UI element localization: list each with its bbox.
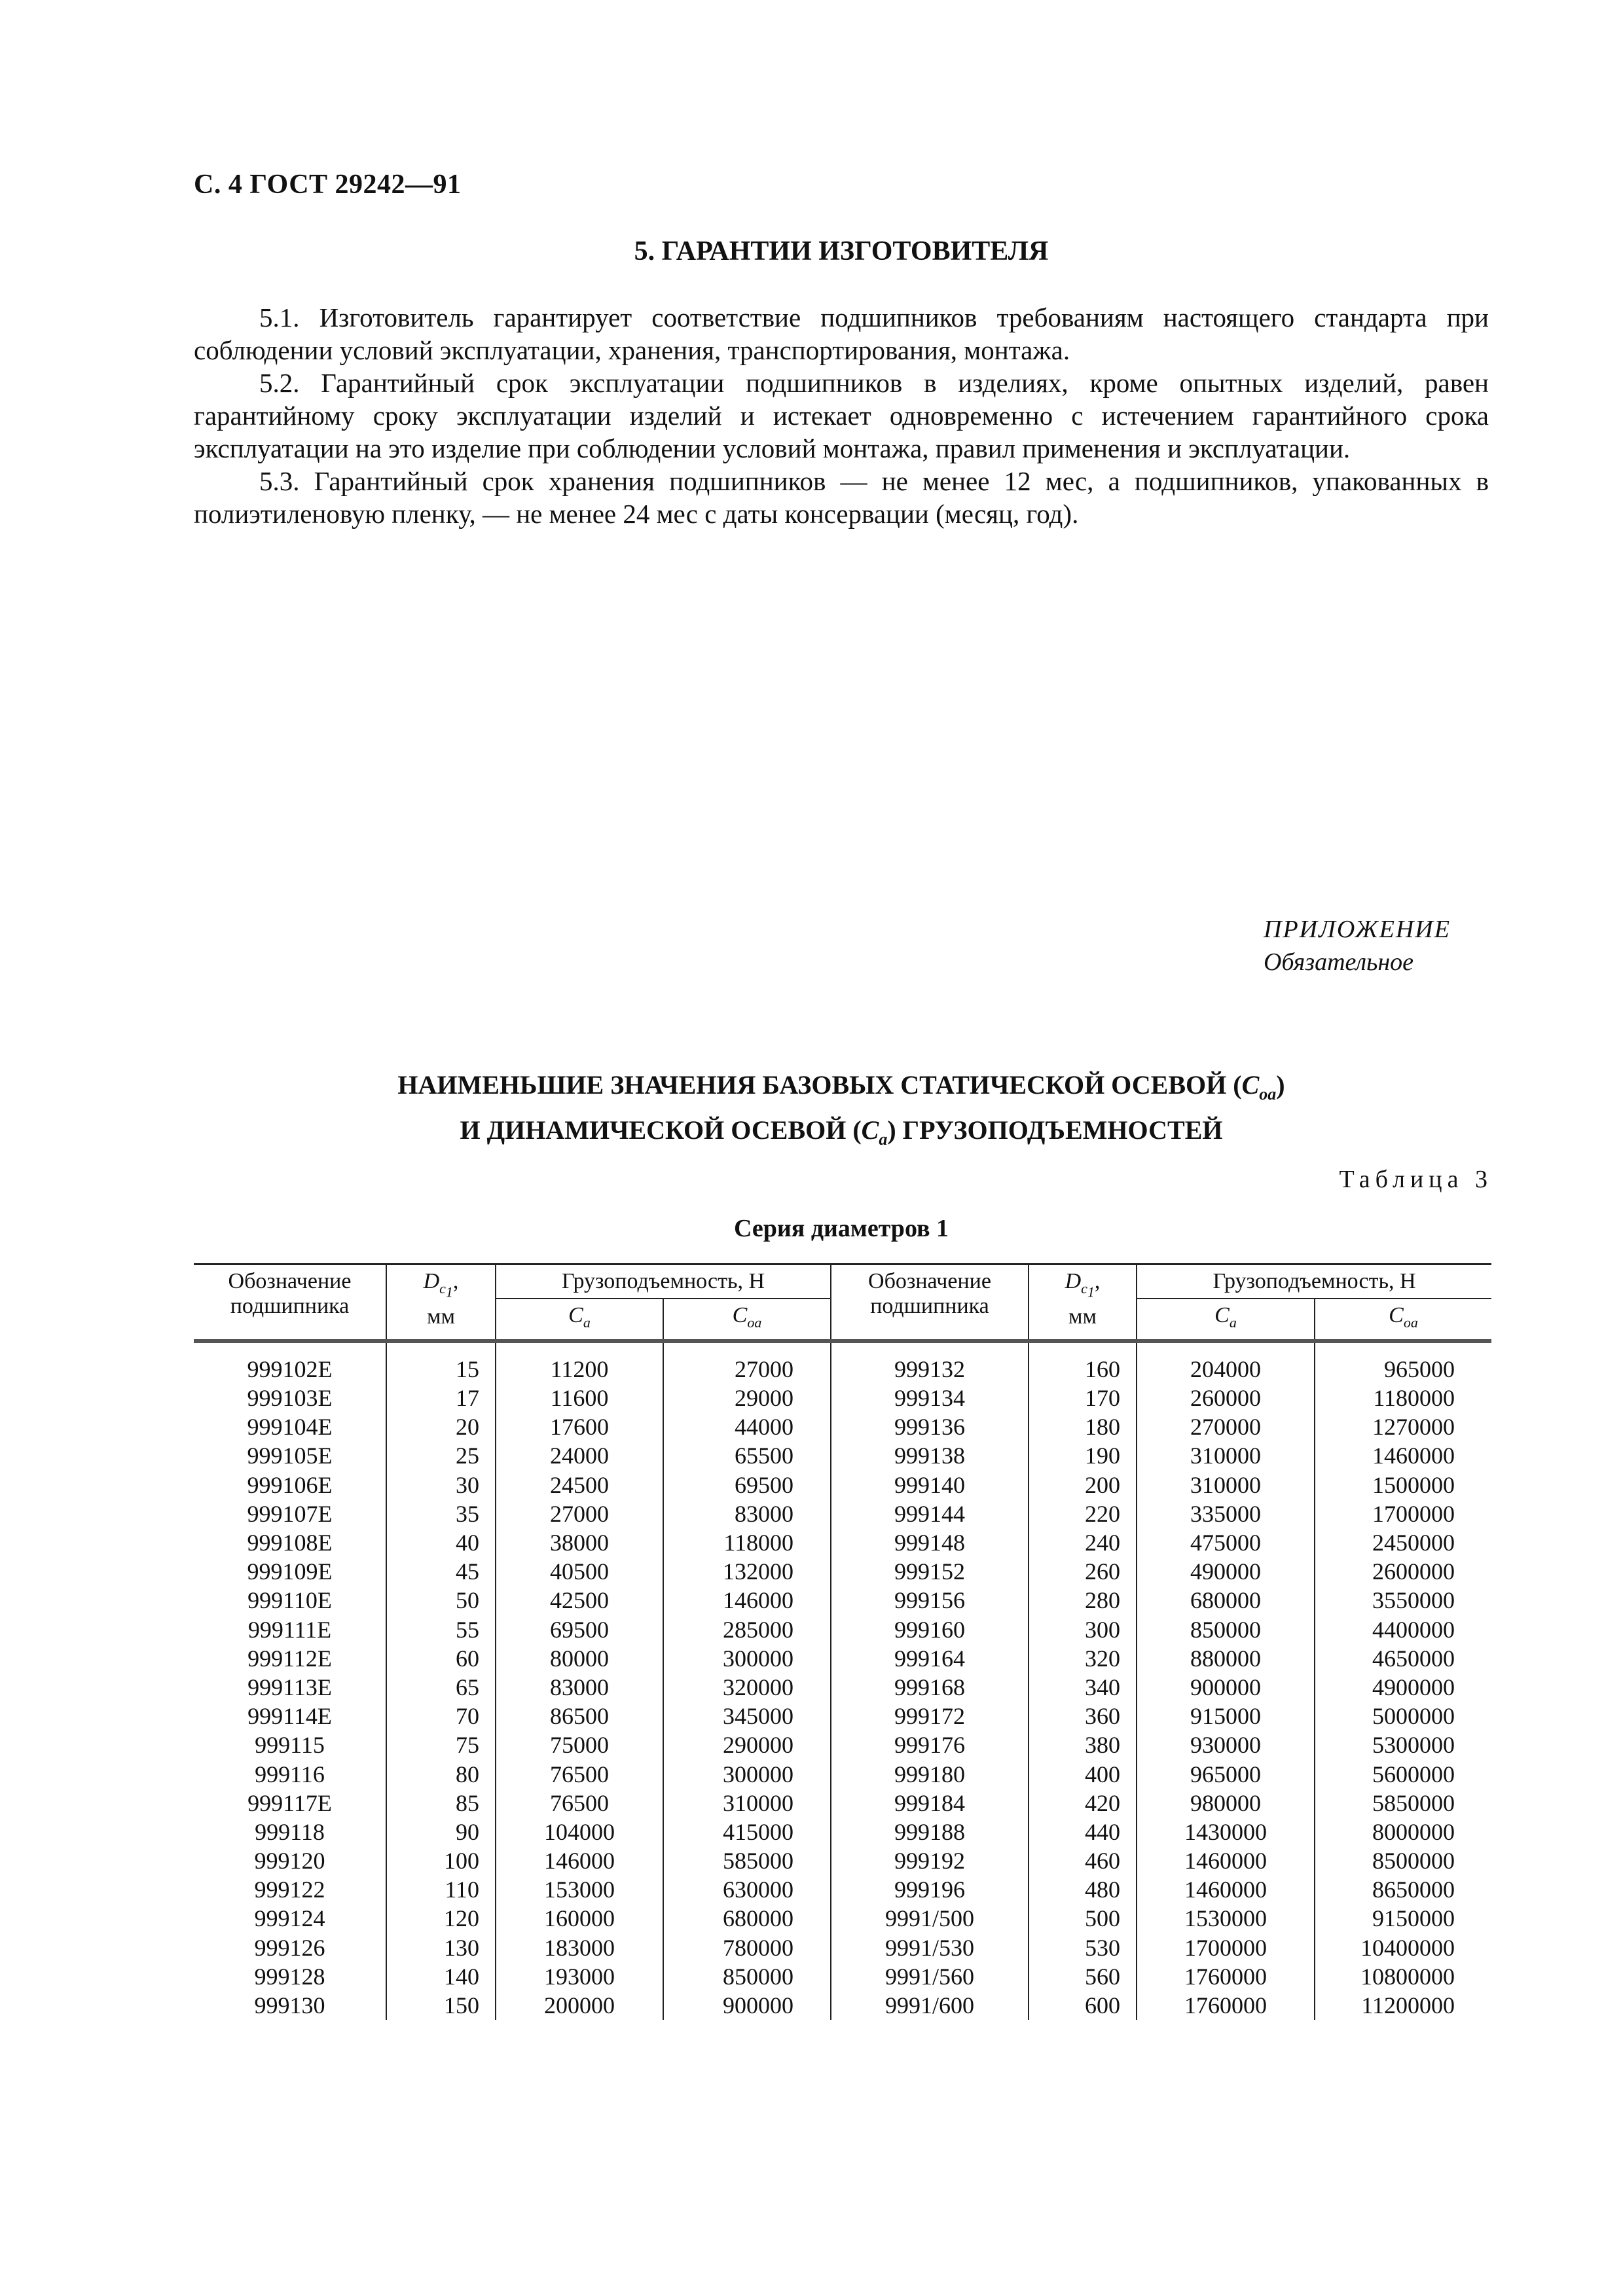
cell-dc: 140	[386, 1962, 496, 1991]
cell-ca: 204000	[1137, 1341, 1315, 1384]
cell-ca: 183000	[496, 1933, 663, 1962]
cell-coa: 5600000	[1315, 1759, 1491, 1788]
cell-ca: 11200	[496, 1341, 663, 1384]
paragraph-5-3: 5.3. Гарантийный срок хранения подшипников — не менее 12 мес, а подшипников, упакованных в полиэтиленовую пленку, — не менее 24 мес с даты консервации (месяц, год).	[194, 466, 1489, 529]
table-row	[194, 1962, 1491, 1991]
cell-dc: 170	[1029, 1384, 1137, 1412]
cell-dc: 500	[1029, 1904, 1137, 1933]
cell-ca: 27000	[496, 1499, 663, 1528]
cell-coa: 65500	[663, 1441, 831, 1470]
cell-designation: 999120	[254, 1848, 325, 1874]
cell-coa: 44000	[663, 1412, 831, 1441]
cell-coa: 320000	[663, 1673, 831, 1702]
cell-dc: 30	[386, 1471, 496, 1499]
cell-designation: 999118	[255, 1818, 325, 1845]
cell-coa: 1270000	[1315, 1412, 1491, 1441]
cell-dc: 130	[386, 1933, 496, 1962]
cell-designation: 999106E	[247, 1471, 333, 1498]
cell-ca: 310000	[1137, 1441, 1315, 1470]
cell-coa: 780000	[663, 1933, 831, 1962]
cell-designation: 999168	[831, 1673, 1029, 1702]
col-dc-right: $D_{c_1}$, мм	[1029, 1265, 1137, 1341]
cell-designation: 999188	[831, 1818, 1029, 1846]
cell-ca: 270000	[1137, 1412, 1315, 1441]
cell-designation: 999148	[831, 1528, 1029, 1557]
cell-coa: 300000	[663, 1759, 831, 1788]
cell-ca: 193000	[496, 1962, 663, 1991]
cell-ca: 153000	[496, 1875, 663, 1904]
cell-dc: 260	[1029, 1557, 1137, 1586]
table-row	[194, 1528, 1491, 1557]
cell-coa: 290000	[663, 1731, 831, 1759]
cell-coa: 415000	[663, 1818, 831, 1846]
cell-coa: 8000000	[1315, 1818, 1491, 1846]
cell-coa: 1460000	[1315, 1441, 1491, 1470]
cell-ca: 1700000	[1137, 1933, 1315, 1962]
cell-coa: 9150000	[1315, 1904, 1491, 1933]
cell-ca: 475000	[1137, 1528, 1315, 1557]
appendix-status: Обязательное	[1264, 948, 1414, 976]
cell-ca: 980000	[1137, 1789, 1315, 1818]
cell-dc: 150	[386, 1991, 496, 2020]
cell-designation: 999122	[254, 1876, 325, 1903]
cell-designation: 999134	[831, 1384, 1029, 1412]
cell-ca: 42500	[496, 1586, 663, 1615]
cell-coa: 69500	[663, 1471, 831, 1499]
cell-dc: 240	[1029, 1528, 1137, 1557]
table-row	[194, 1789, 1491, 1818]
cell-dc: 40	[386, 1528, 496, 1557]
cell-designation: 9991/600	[831, 1991, 1029, 2020]
cell-designation: 9991/530	[831, 1933, 1029, 1962]
cell-dc: 180	[1029, 1412, 1137, 1441]
table-row	[194, 1991, 1491, 2020]
load-capacity-table	[194, 1263, 1491, 2020]
table-row	[194, 1471, 1491, 1499]
cell-dc: 560	[1029, 1962, 1137, 1991]
col-ca-left: $C_a$	[496, 1299, 663, 1341]
col-coa-right: $C_{oa}$	[1315, 1299, 1491, 1341]
cell-designation: 9991/560	[831, 1962, 1029, 1991]
cell-designation: 999164	[831, 1644, 1029, 1673]
cell-designation: 999103E	[247, 1385, 333, 1412]
cell-coa: 4900000	[1315, 1673, 1491, 1702]
cell-coa: 10400000	[1315, 1933, 1491, 1962]
cell-dc: 440	[1029, 1818, 1137, 1846]
cell-ca: 1530000	[1137, 1904, 1315, 1933]
table-row	[194, 1615, 1491, 1643]
cell-ca: 17600	[496, 1412, 663, 1441]
cell-designation: 999160	[831, 1615, 1029, 1643]
table-row	[194, 1933, 1491, 1962]
cell-dc: 460	[1029, 1846, 1137, 1875]
appendix-title: ПРИЛОЖЕНИЕ	[1264, 916, 1451, 943]
cell-designation: 999144	[831, 1499, 1029, 1528]
col-designation-left: Обозначение подшипника	[194, 1265, 386, 1341]
cell-coa: 4650000	[1315, 1644, 1491, 1673]
cell-ca: 1760000	[1137, 1962, 1315, 1991]
cell-designation: 999107E	[247, 1500, 333, 1527]
table-header-row	[194, 1265, 1491, 1299]
cell-coa: 630000	[663, 1875, 831, 1904]
cell-coa: 132000	[663, 1557, 831, 1586]
cell-designation: 999180	[831, 1759, 1029, 1788]
cell-ca: 69500	[496, 1615, 663, 1643]
paragraph-5-1: 5.1. Изготовитель гарантирует соответствие подшипников требованиям настоящего стандарта при соблюдении условий эксплуатации, хранения, транспортирования, монтажа.	[194, 302, 1489, 365]
cell-ca: 310000	[1137, 1471, 1315, 1499]
table-title-line-1: НАИМЕНЬШИЕ ЗНАЧЕНИЯ БАЗОВЫХ СТАТИЧЕСКОЙ ОСЕВОЙ $(C_{oa})$	[397, 1070, 1285, 1103]
cell-ca: 80000	[496, 1644, 663, 1673]
cell-ca: 850000	[1137, 1615, 1315, 1643]
cell-dc: 25	[386, 1441, 496, 1470]
cell-coa: 83000	[663, 1499, 831, 1528]
table-row	[194, 1557, 1491, 1586]
cell-coa: 850000	[663, 1962, 831, 1991]
table-title	[194, 1067, 1489, 1157]
cell-dc: 420	[1029, 1789, 1137, 1818]
cell-dc: 400	[1029, 1759, 1137, 1788]
cell-ca: 86500	[496, 1702, 663, 1731]
cell-dc: 75	[386, 1731, 496, 1759]
table-row	[194, 1673, 1491, 1702]
table-row	[194, 1846, 1491, 1875]
cell-designation: 999156	[831, 1586, 1029, 1615]
cell-designation: 999111E	[247, 1616, 332, 1643]
cell-dc: 35	[386, 1499, 496, 1528]
cell-designation: 999102E	[247, 1355, 333, 1382]
cell-coa: 4400000	[1315, 1615, 1491, 1643]
cell-dc: 45	[386, 1557, 496, 1586]
table-row	[194, 1441, 1491, 1470]
cell-designation: 999172	[831, 1702, 1029, 1731]
cell-designation: 999124	[254, 1905, 325, 1932]
cell-designation: 999110E	[247, 1587, 332, 1614]
cell-designation: 999130	[254, 1992, 325, 2019]
cell-coa: 5300000	[1315, 1731, 1491, 1759]
cell-ca: 1430000	[1137, 1818, 1315, 1846]
col-capacity-right: Грузоподъемность, Н	[1137, 1265, 1491, 1299]
table-row	[194, 1384, 1491, 1412]
section-title: 5. ГАРАНТИИ ИЗГОТОВИТЕЛЯ	[634, 236, 1049, 266]
cell-coa: 5000000	[1315, 1702, 1491, 1731]
table-row	[194, 1731, 1491, 1759]
cell-designation: 999140	[831, 1471, 1029, 1499]
cell-designation: 999136	[831, 1412, 1029, 1441]
cell-dc: 380	[1029, 1731, 1137, 1759]
cell-coa: 11200000	[1315, 1991, 1491, 2020]
cell-dc: 80	[386, 1759, 496, 1788]
cell-coa: 8650000	[1315, 1875, 1491, 1904]
cell-designation: 999112E	[247, 1645, 332, 1672]
cell-ca: 24500	[496, 1471, 663, 1499]
table-row	[194, 1412, 1491, 1441]
cell-dc: 85	[386, 1789, 496, 1818]
cell-ca: 1460000	[1137, 1875, 1315, 1904]
cell-coa: 2600000	[1315, 1557, 1491, 1586]
cell-ca: 900000	[1137, 1673, 1315, 1702]
cell-coa: 965000	[1315, 1341, 1491, 1384]
cell-ca: 75000	[496, 1731, 663, 1759]
cell-ca: 38000	[496, 1528, 663, 1557]
cell-dc: 300	[1029, 1615, 1137, 1643]
table-number: Таблица 3	[1339, 1166, 1493, 1193]
cell-coa: 118000	[663, 1528, 831, 1557]
cell-dc: 60	[386, 1644, 496, 1673]
col-coa-left: $C_{oa}$	[663, 1299, 831, 1341]
cell-coa: 5850000	[1315, 1789, 1491, 1818]
cell-ca: 1460000	[1137, 1846, 1315, 1875]
cell-dc: 320	[1029, 1644, 1137, 1673]
table-row	[194, 1644, 1491, 1673]
cell-coa: 1500000	[1315, 1471, 1491, 1499]
table-row	[194, 1499, 1491, 1528]
cell-ca: 146000	[496, 1846, 663, 1875]
cell-ca: 680000	[1137, 1586, 1315, 1615]
cell-designation: 999192	[831, 1846, 1029, 1875]
cell-dc: 360	[1029, 1702, 1137, 1731]
cell-designation: 999196	[831, 1875, 1029, 1904]
table-row	[194, 1702, 1491, 1731]
cell-dc: 55	[386, 1615, 496, 1643]
col-designation-right: Обозначение подшипника	[831, 1265, 1029, 1341]
cell-designation: 999184	[831, 1789, 1029, 1818]
cell-coa: 146000	[663, 1586, 831, 1615]
cell-designation: 9991/500	[831, 1904, 1029, 1933]
cell-designation: 999104E	[247, 1414, 333, 1441]
cell-ca: 260000	[1137, 1384, 1315, 1412]
cell-designation: 999138	[831, 1441, 1029, 1470]
cell-designation: 999128	[254, 1963, 325, 1990]
cell-ca: 965000	[1137, 1759, 1315, 1788]
cell-coa: 10800000	[1315, 1962, 1491, 1991]
cell-coa: 2450000	[1315, 1528, 1491, 1557]
cell-ca: 915000	[1137, 1702, 1315, 1731]
table-row	[194, 1818, 1491, 1846]
paragraph-5-2: 5.2. Гарантийный срок эксплуатации подшипников в изделиях, кроме опытных изделий, равен гарантийному сроку эксплуатации изделий и истекает одновременно с истечением гарантийного срока эксплуатации на это изделие при соблюдении условий монтажа, правил применения и эксплуатации.	[194, 368, 1489, 463]
table-row	[194, 1341, 1491, 1384]
cell-dc: 120	[386, 1904, 496, 1933]
cell-designation: 999115	[255, 1732, 325, 1759]
cell-coa: 585000	[663, 1846, 831, 1875]
cell-dc: 65	[386, 1673, 496, 1702]
cell-dc: 600	[1029, 1991, 1137, 2020]
cell-dc: 190	[1029, 1441, 1137, 1470]
cell-ca: 1760000	[1137, 1991, 1315, 2020]
cell-dc: 480	[1029, 1875, 1137, 1904]
cell-dc: 15	[386, 1341, 496, 1384]
cell-ca: 200000	[496, 1991, 663, 2020]
cell-designation: 999126	[254, 1934, 325, 1961]
cell-coa: 345000	[663, 1702, 831, 1731]
cell-dc: 20	[386, 1412, 496, 1441]
cell-designation: 999152	[831, 1557, 1029, 1586]
cell-designation: 999132	[831, 1341, 1029, 1384]
cell-coa: 29000	[663, 1384, 831, 1412]
cell-coa: 900000	[663, 1991, 831, 2020]
cell-coa: 8500000	[1315, 1846, 1491, 1875]
section-body	[194, 301, 1489, 530]
cell-coa: 1180000	[1315, 1384, 1491, 1412]
cell-designation: 999109E	[247, 1558, 333, 1585]
table-body	[194, 1341, 1491, 2020]
cell-dc: 100	[386, 1846, 496, 1875]
col-ca-right: $C_a$	[1137, 1299, 1315, 1341]
cell-ca: 335000	[1137, 1499, 1315, 1528]
page-header: С. 4 ГОСТ 29242—91	[194, 170, 462, 200]
table-row	[194, 1904, 1491, 1933]
table-row	[194, 1875, 1491, 1904]
series-caption: Серия диаметров 1	[733, 1215, 949, 1242]
appendix-label	[1264, 913, 1451, 978]
cell-dc: 90	[386, 1818, 496, 1846]
cell-dc: 530	[1029, 1933, 1137, 1962]
cell-designation: 999108E	[247, 1530, 333, 1556]
cell-ca: 40500	[496, 1557, 663, 1586]
table-row	[194, 1759, 1491, 1788]
col-capacity-left: Грузоподъемность, Н	[496, 1265, 831, 1299]
cell-ca: 76500	[496, 1759, 663, 1788]
cell-ca: 160000	[496, 1904, 663, 1933]
cell-ca: 24000	[496, 1441, 663, 1470]
cell-designation: 999116	[255, 1761, 325, 1787]
cell-ca: 11600	[496, 1384, 663, 1412]
cell-dc: 17	[386, 1384, 496, 1412]
cell-dc: 70	[386, 1702, 496, 1731]
cell-dc: 50	[386, 1586, 496, 1615]
cell-designation: 999114E	[247, 1703, 332, 1730]
col-dc-left: $D_{c_1}$, мм	[386, 1265, 496, 1341]
table-row	[194, 1586, 1491, 1615]
cell-coa: 300000	[663, 1644, 831, 1673]
cell-ca: 490000	[1137, 1557, 1315, 1586]
cell-dc: 220	[1029, 1499, 1137, 1528]
table-title-line-2: И ДИНАМИЧЕСКОЙ ОСЕВОЙ $(C_a)$ ГРУЗОПОДЪЕМНОСТЕЙ	[460, 1115, 1223, 1149]
cell-coa: 1700000	[1315, 1499, 1491, 1528]
cell-designation: 999117E	[247, 1789, 332, 1816]
cell-dc: 160	[1029, 1341, 1137, 1384]
cell-ca: 930000	[1137, 1731, 1315, 1759]
cell-ca: 76500	[496, 1789, 663, 1818]
cell-designation: 999105E	[247, 1443, 333, 1469]
cell-designation: 999113E	[247, 1674, 332, 1700]
cell-coa: 680000	[663, 1904, 831, 1933]
cell-coa: 3550000	[1315, 1586, 1491, 1615]
cell-dc: 280	[1029, 1586, 1137, 1615]
cell-ca: 83000	[496, 1673, 663, 1702]
cell-ca: 104000	[496, 1818, 663, 1846]
cell-dc: 340	[1029, 1673, 1137, 1702]
cell-coa: 27000	[663, 1341, 831, 1384]
cell-coa: 310000	[663, 1789, 831, 1818]
cell-designation: 999176	[831, 1731, 1029, 1759]
cell-coa: 285000	[663, 1615, 831, 1643]
cell-dc: 200	[1029, 1471, 1137, 1499]
cell-dc: 110	[386, 1875, 496, 1904]
cell-ca: 880000	[1137, 1644, 1315, 1673]
